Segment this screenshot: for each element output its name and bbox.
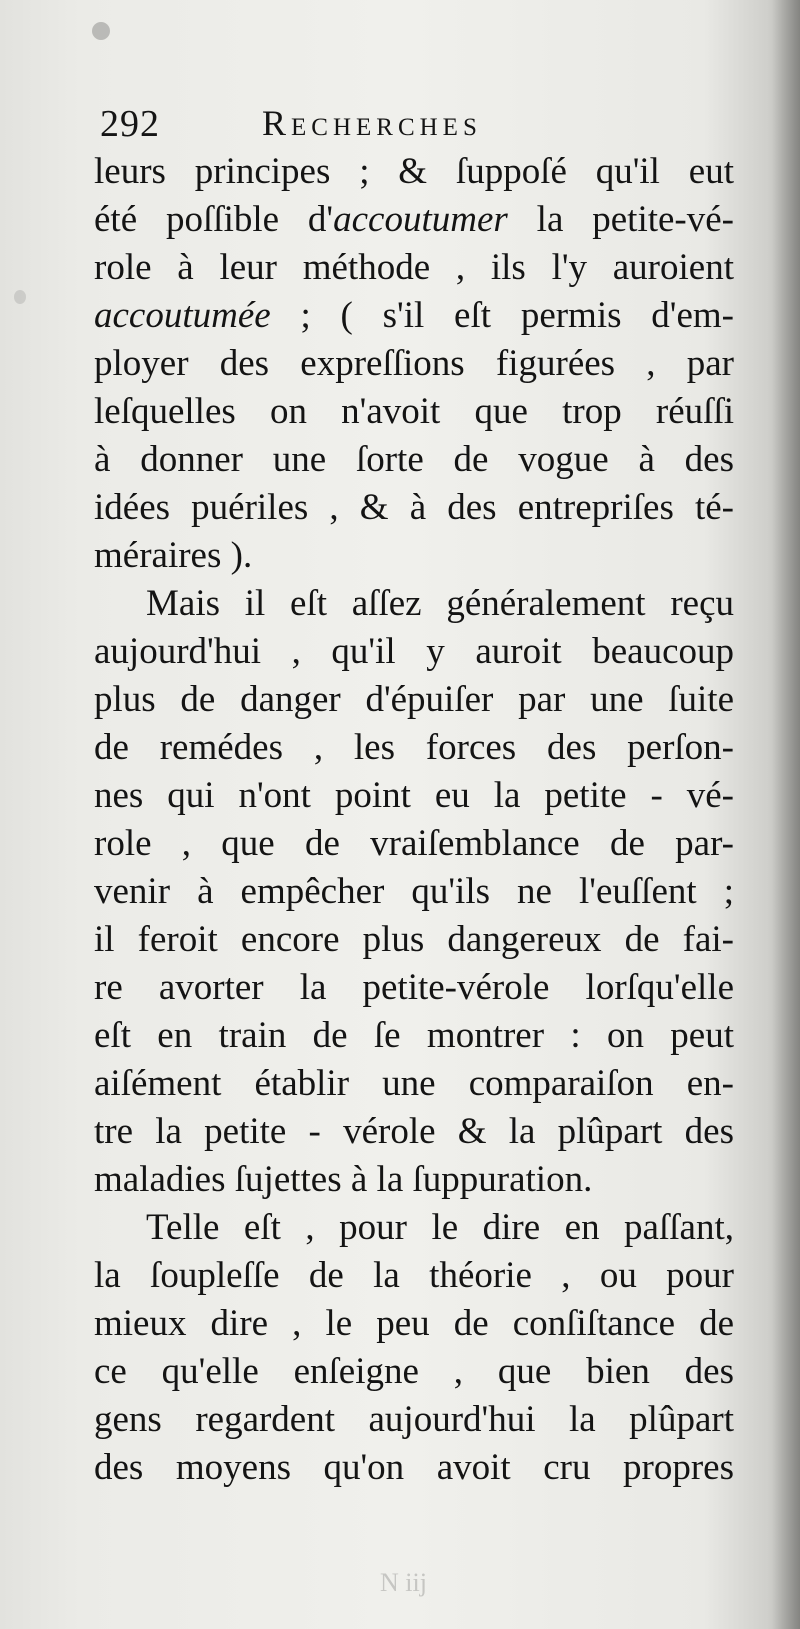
body-text	[94, 148, 734, 1492]
italic-word: accoutumer	[333, 199, 508, 240]
text-line: ce qu'elle enſeigne , que bien des	[94, 1351, 734, 1392]
text-line: aujourd'hui , qu'il y auroit beaucoup	[94, 631, 734, 672]
text-line: aiſément établir une comparaiſon en-	[94, 1063, 734, 1104]
text-line: la ſoupleſſe de la théorie , ou pour	[94, 1255, 734, 1296]
paper-stain	[14, 290, 26, 304]
text-line: idées puériles , & à des entrepriſes té-	[94, 487, 734, 528]
text-line: role à leur méthode , ils l'y auroient	[94, 247, 734, 288]
italic-word: accoutumée	[94, 295, 271, 336]
running-title: Recherches	[262, 103, 482, 143]
text-line: maladies ſujettes à la ſuppuration.	[94, 1159, 593, 1200]
text-line: de remédes , les forces des perſon-	[94, 727, 734, 768]
text-line: accoutumée ; ( s'il eſt permis d'em-	[94, 295, 734, 336]
text-line: venir à empêcher qu'ils ne l'euſſent ;	[94, 871, 734, 912]
text-line: nes qui n'ont point eu la petite - vé-	[94, 775, 734, 816]
text-line: méraires ).	[94, 535, 253, 576]
paragraph-start-line: Mais il eſt aſſez généralement reçu	[146, 583, 734, 624]
paragraph-start-line: Telle eſt , pour le dire en paſſant,	[146, 1207, 734, 1248]
text-line: à donner une ſorte de vogue à des	[94, 439, 734, 480]
running-head	[100, 102, 620, 146]
page-number: 292	[100, 103, 160, 145]
text-line: re avorter la petite-vérole lorſqu'elle	[94, 967, 734, 1008]
text-line: gens regardent aujourd'hui la plûpart	[94, 1399, 734, 1440]
text-line: mieux dire , le peu de conſiſtance de	[94, 1303, 734, 1344]
text-line: ployer des expreſſions figurées , par	[94, 343, 734, 384]
text-line: role , que de vraiſemblance de par-	[94, 823, 734, 864]
text-line: leurs principes ; & ſuppoſé qu'il eut	[94, 151, 734, 192]
bleed-through-signature: N iij	[380, 1568, 427, 1597]
text-line: il feroit encore plus dangereux de fai-	[94, 919, 734, 960]
text-line: leſquelles on n'avoit que trop réuſſi	[94, 391, 734, 432]
text-line: tre la petite - vérole & la plûpart des	[94, 1111, 734, 1152]
paper-stain	[92, 22, 110, 40]
text-line: été poſſible d'accoutumer la petite-vé-	[94, 199, 734, 240]
text-line: eſt en train de ſe montrer : on peut	[94, 1015, 734, 1056]
text-line: des moyens qu'on avoit cru propres	[94, 1447, 734, 1488]
text-line: plus de danger d'épuiſer par une ſuite	[94, 679, 734, 720]
